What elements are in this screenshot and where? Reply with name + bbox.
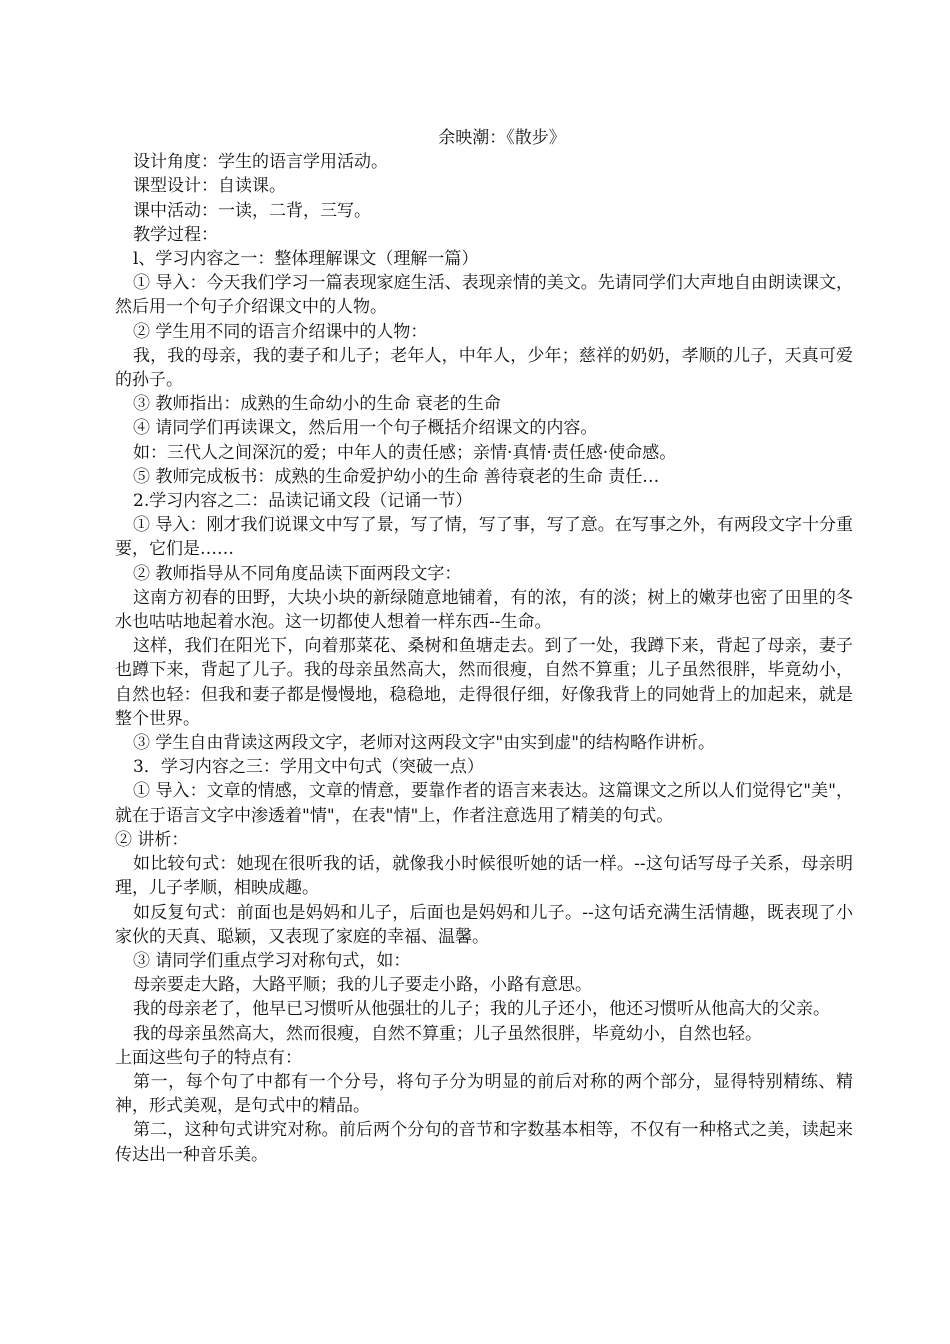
paragraph: 我，我的母亲，我的妻子和儿子；老年人，中年人，少年；慈祥的奶奶，孝顺的儿子，天真可爱的孙子。 (115, 345, 853, 391)
paragraph: 课型设计：自读课。 (133, 176, 286, 197)
paragraph: 教学过程： (133, 224, 218, 245)
paragraph: 这样，我们在阳光下，向着那菜花、桑树和鱼塘走去。到了一处，我蹲下来，背起了母亲，妻子也蹲下来，背起了儿子。我的母亲虽然高大，然而很瘦，自然不算重；儿子虽然很胖，毕竟幼小，自然也轻：但我和妻子都是慢慢地，稳稳地，走得很仔细，好像我背上的同她背上的加起来，就是整个世界。 (115, 636, 853, 729)
paragraph: ③ 学生自由背读这两段文字，老师对这两段文字"由实到虚"的结构略作讲析。 (133, 733, 716, 754)
paragraph: ② 学生用不同的语言介绍课中的人物： (133, 321, 428, 342)
paragraph: ② 讲析： (115, 829, 189, 850)
paragraph: 3．学习内容之三：学用文中句式（突破一点） (133, 757, 484, 778)
paragraph: 如比较句式：她现在很听我的话，就像我小时候很听她的话一样。--这句话写母子关系，母亲明理，儿子孝顺，相映成趣。 (115, 854, 853, 899)
paragraph: ③ 请同学们重点学习对称句式，如： (133, 950, 411, 971)
paragraph: ② 教师指导从不同角度品读下面两段文字： (133, 563, 462, 584)
paragraph: 第二，这种句式讲究对称。前后两个分句的音节和字数基本相等，不仅有一种格式之美，读起来传达出一种音乐美。 (115, 1120, 853, 1165)
paragraph: ① 导入：刚才我们说课文中写了景，写了情，写了事，写了意。在写事之外，有两段文字十分重要，它们是…… (115, 515, 853, 560)
paragraph: 母亲要走大路，大路平顺；我的儿子要走小路，小路有意思。 (133, 975, 592, 996)
paragraph: 我的母亲老了，他早已习惯听从他强壮的儿子；我的儿子还小，他还习惯听从他高大的父亲。 (133, 999, 830, 1020)
paragraph: 如反复句式：前面也是妈妈和儿子，后面也是妈妈和儿子。--这句话充满生活情趣，既表现了小家伙的天真、聪颖，又表现了家庭的幸福、温馨。 (115, 902, 853, 947)
paragraph: ① 导入：今天我们学习一篇表现家庭生活、表现亲情的美文。先请同学们大声地自由朗读课文，然后用一个句子介绍课文中的人物。 (115, 273, 853, 318)
paragraph: 课中活动：一读，二背，三写。 (133, 200, 371, 221)
paragraph: 上面这些句子的特点有： (115, 1047, 302, 1068)
paragraph: ① 导入：文章的情感，文章的情意，要靠作者的语言来表达。这篇课文之所以人们觉得它"美"，就在于语言文字中渗透着"情"，在表"情"上，作者注意选用了精美的句式。 (115, 781, 853, 826)
document-title: 余映潮：《散步》 (438, 128, 566, 148)
document-page (115, 126, 853, 1167)
paragraph: l、学习内容之一：整体理解课文（理解一篇） (133, 249, 479, 270)
paragraph: 这南方初春的田野，大块小块的新绿随意地铺着，有的浓，有的淡；树上的嫩芽也密了田里的冬水也咕咕地起着水泡。这一切都使人想着一样东西--生命。 (115, 587, 853, 633)
paragraph: ③ 教师指出：成熟的生命幼小的生命 衰老的生命 (133, 394, 501, 415)
paragraph: 2.学习内容之二：品读记诵文段（记诵一节） (133, 491, 473, 512)
document-body (115, 150, 853, 1167)
paragraph: 第一，每个句了中都有一个分号，将句子分为明显的前后对称的两个部分，显得特别精练、精神，形式美观，是句式中的精品。 (115, 1071, 853, 1117)
paragraph: ④ 请同学们再读课文，然后用一个句子概括介绍课文的内容。 (133, 418, 598, 439)
paragraph: ⑤ 教师完成板书：成熟的生命爱护幼小的生命 善待衰老的生命 责任… (133, 466, 660, 487)
paragraph: 设计角度：学生的语言学用活动。 (133, 152, 388, 173)
paragraph: 如：三代人之间深沉的爱；中年人的责任感；亲情·真情·责任感·使命感。 (133, 442, 677, 463)
paragraph: 我的母亲虽然高大，然而很瘦，自然不算重；儿子虽然很胖，毕竟幼小，自然也轻。 (133, 1023, 762, 1044)
